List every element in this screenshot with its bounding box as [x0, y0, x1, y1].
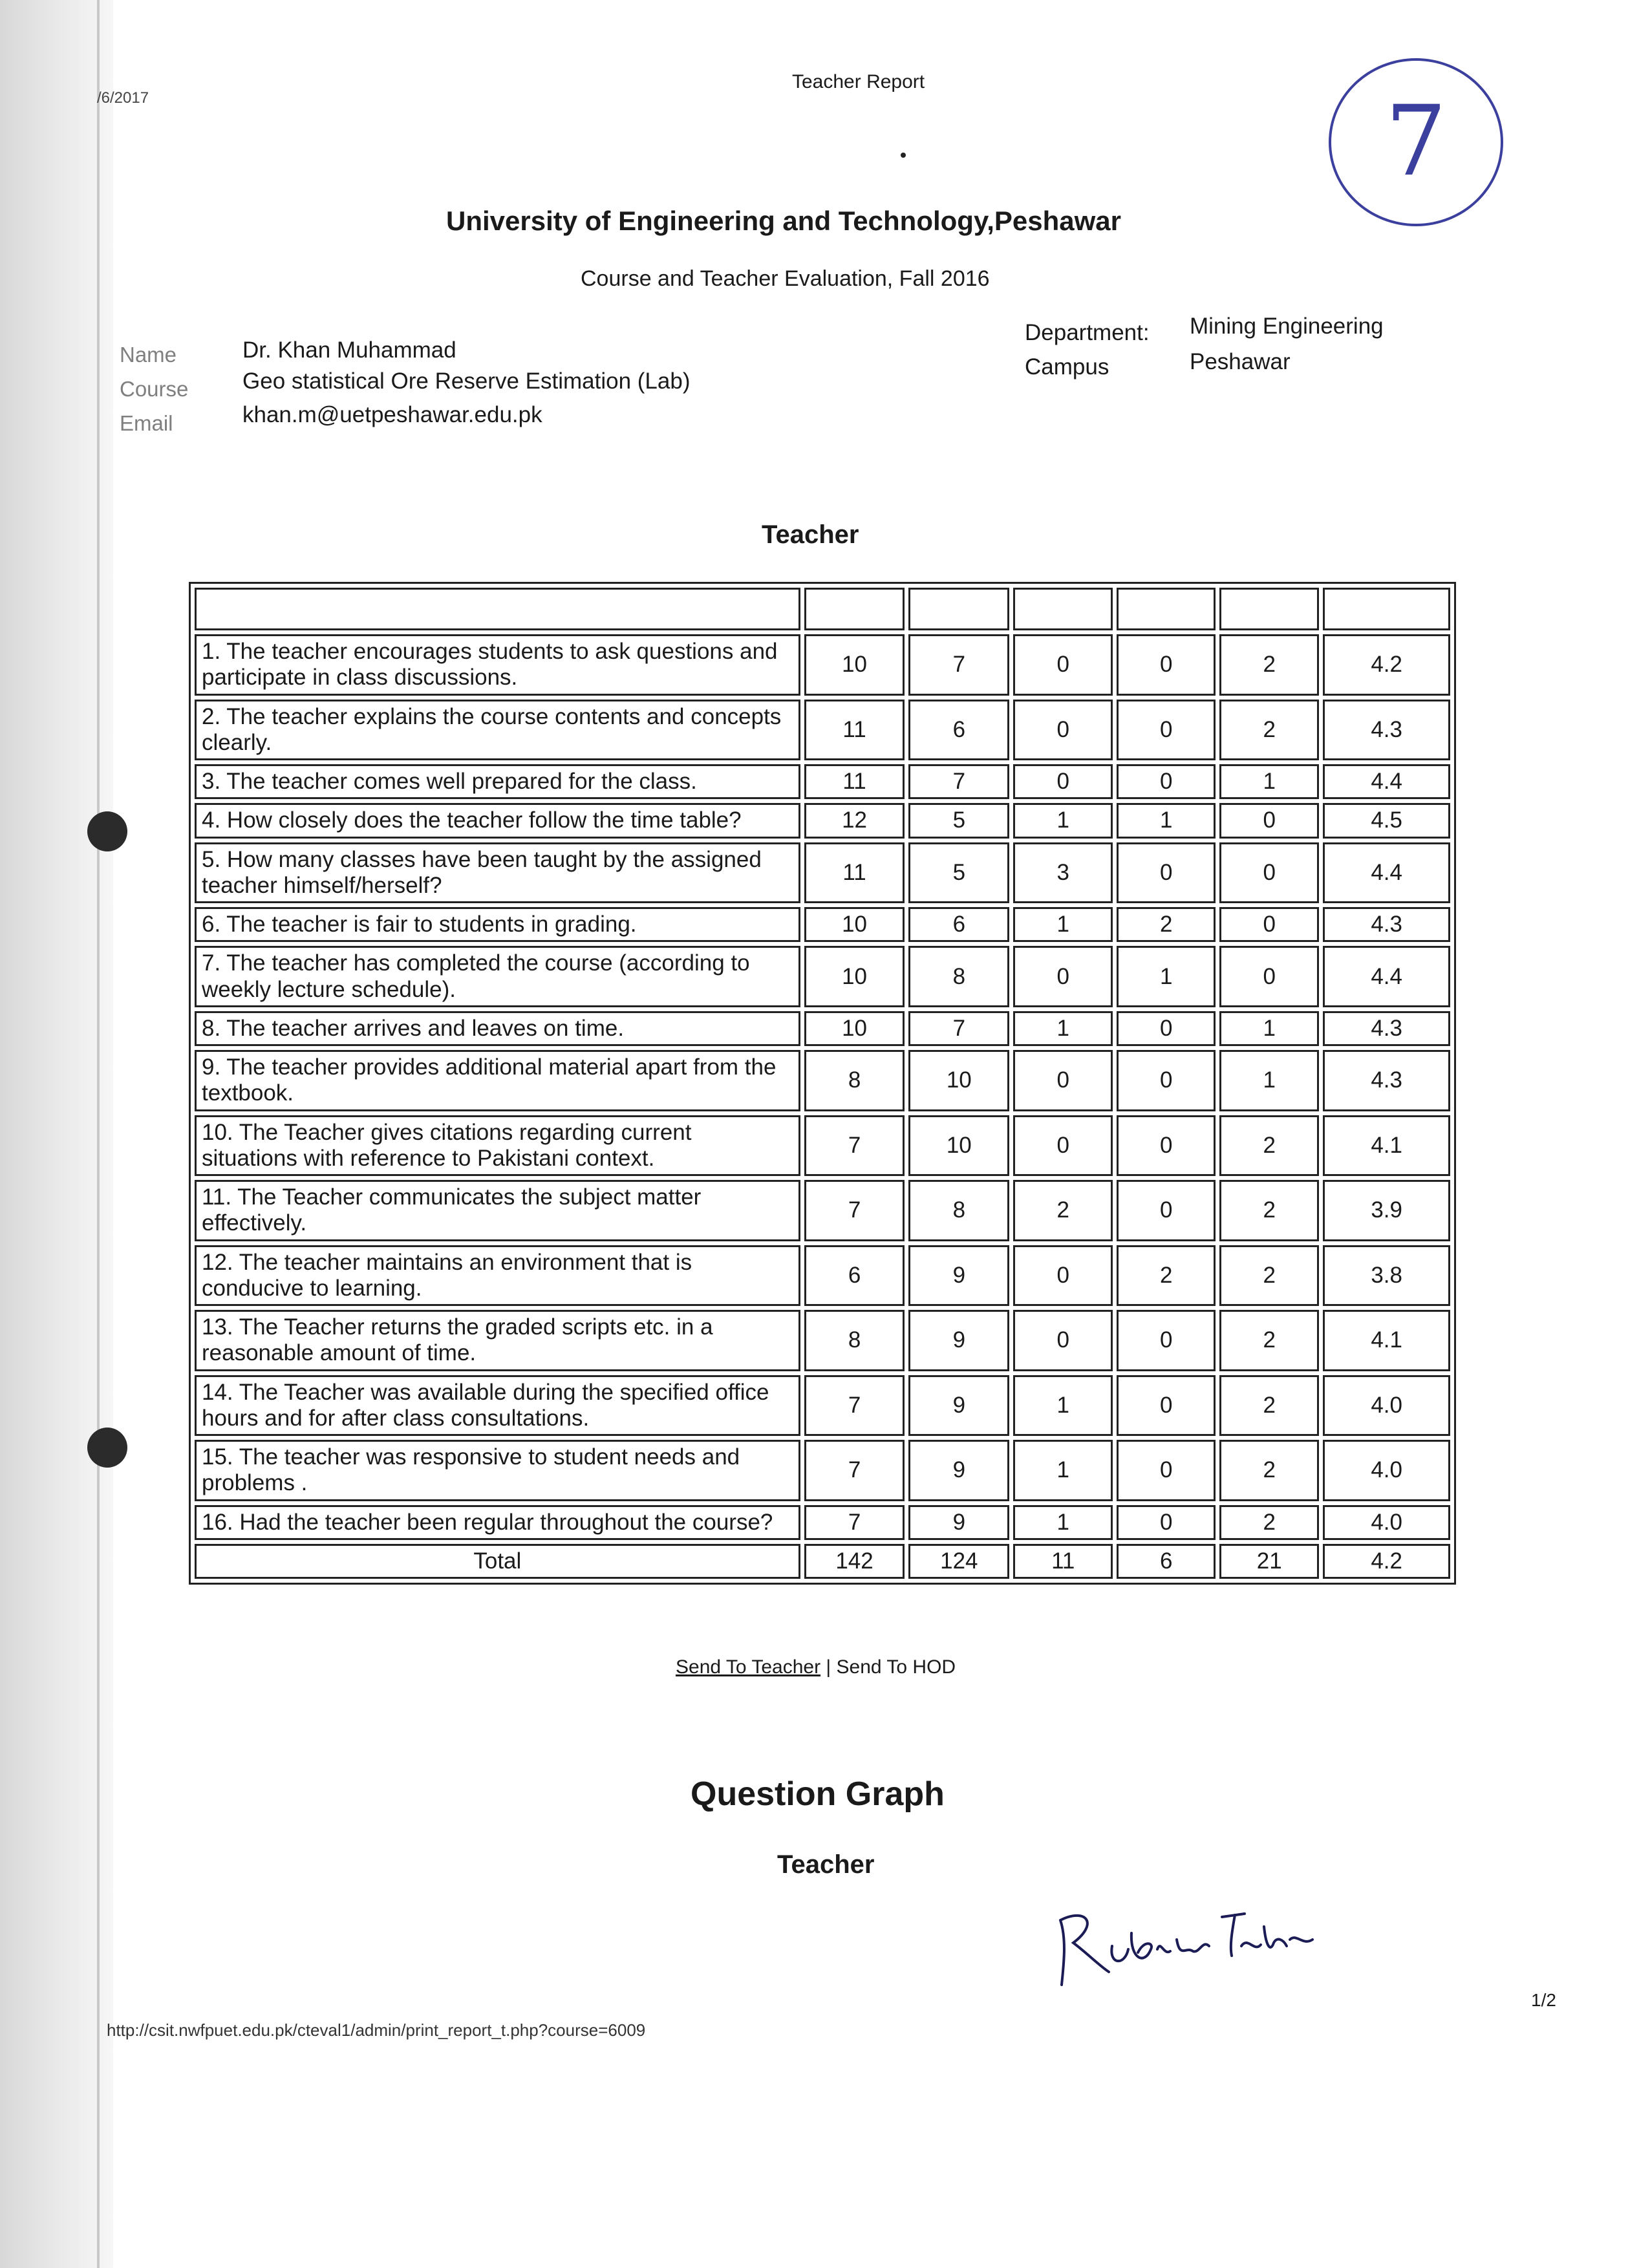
- average-cell: 4.0: [1323, 1375, 1450, 1437]
- count-cell: 0: [1117, 1505, 1216, 1540]
- send-to-teacher-link[interactable]: Send To Teacher: [676, 1656, 821, 1678]
- count-cell: 1: [1013, 907, 1113, 942]
- total-count-cell: 124: [908, 1544, 1009, 1579]
- count-cell: 10: [804, 1011, 905, 1046]
- header-cell: [908, 588, 1009, 630]
- total-count-cell: 11: [1013, 1544, 1113, 1579]
- table-row: [195, 764, 1450, 799]
- table-row: [195, 1245, 1450, 1307]
- count-cell: 0: [1013, 1245, 1113, 1307]
- average-cell: 3.9: [1323, 1180, 1450, 1241]
- total-average-cell: 4.2: [1323, 1544, 1450, 1579]
- question-cell: 13. The Teacher returns the graded scripts etc. in a reasonable amount of time.: [195, 1310, 800, 1371]
- count-cell: 0: [1117, 1180, 1216, 1241]
- footer-url: http://csit.nwfpuet.edu.pk/cteval1/admin/print_report_t.php?course=6009: [107, 2020, 646, 2040]
- question-cell: 15. The teacher was responsive to student needs and problems .: [195, 1440, 800, 1501]
- average-cell: 4.4: [1323, 764, 1450, 799]
- count-cell: 1: [1219, 764, 1319, 799]
- count-cell: 2: [1013, 1180, 1113, 1241]
- count-cell: 10: [908, 1050, 1009, 1111]
- table-row: [195, 1011, 1450, 1046]
- count-cell: 11: [804, 700, 905, 761]
- count-cell: 1: [1013, 1011, 1113, 1046]
- count-cell: 0: [1013, 634, 1113, 696]
- count-cell: 6: [804, 1245, 905, 1307]
- count-cell: 0: [1219, 842, 1319, 904]
- question-cell: 10. The Teacher gives citations regarding current situations with reference to Pakistani context.: [195, 1115, 800, 1177]
- count-cell: 0: [1117, 1375, 1216, 1437]
- count-cell: 2: [1219, 634, 1319, 696]
- table-row: [195, 803, 1450, 838]
- total-count-cell: 142: [804, 1544, 905, 1579]
- question-cell: 1. The teacher encourages students to ask questions and participate in class discussions.: [195, 634, 800, 696]
- question-cell: 4. How closely does the teacher follow the time table?: [195, 803, 800, 838]
- question-cell: 2. The teacher explains the course contents and concepts clearly.: [195, 700, 800, 761]
- count-cell: 8: [804, 1050, 905, 1111]
- count-cell: 10: [804, 946, 905, 1007]
- count-cell: 7: [804, 1440, 905, 1501]
- count-cell: 0: [1013, 1115, 1113, 1177]
- count-cell: 8: [908, 946, 1009, 1007]
- count-cell: 0: [1117, 700, 1216, 761]
- question-cell: 11. The Teacher communicates the subject matter effectively.: [195, 1180, 800, 1241]
- count-cell: 9: [908, 1310, 1009, 1371]
- count-cell: 0: [1013, 946, 1113, 1007]
- campus-label: Campus: [1025, 354, 1109, 380]
- count-cell: 0: [1117, 1011, 1216, 1046]
- count-cell: 9: [908, 1440, 1009, 1501]
- university-title: University of Engineering and Technology,Peshawar: [446, 206, 1121, 236]
- campus-value: Peshawar: [1190, 349, 1291, 374]
- punch-hole-top: [87, 811, 127, 851]
- count-cell: 3: [1013, 842, 1113, 904]
- count-cell: 0: [1117, 842, 1216, 904]
- average-cell: 4.0: [1323, 1440, 1450, 1501]
- count-cell: 0: [1117, 634, 1216, 696]
- question-cell: 7. The teacher has completed the course (according to weekly lecture schedule).: [195, 946, 800, 1007]
- count-cell: 6: [908, 700, 1009, 761]
- count-cell: 7: [908, 1011, 1009, 1046]
- handwritten-signature: [1047, 1894, 1319, 1991]
- average-cell: 4.2: [1323, 634, 1450, 696]
- count-cell: 1: [1013, 803, 1113, 838]
- table-row: [195, 1180, 1450, 1241]
- send-to-hod-link[interactable]: Send To HOD: [836, 1656, 956, 1678]
- count-cell: 0: [1013, 1050, 1113, 1111]
- table-row: [195, 907, 1450, 942]
- total-count-cell: 21: [1219, 1544, 1319, 1579]
- count-cell: 9: [908, 1245, 1009, 1307]
- course-label: Course: [120, 377, 189, 401]
- teacher-name: Dr. Khan Muhammad: [242, 337, 456, 363]
- count-cell: 0: [1013, 700, 1113, 761]
- header-cell: [1117, 588, 1216, 630]
- punch-hole-bottom: [87, 1428, 127, 1468]
- section-title: Teacher: [762, 520, 859, 549]
- total-label: Total: [195, 1544, 800, 1579]
- count-cell: 0: [1013, 1310, 1113, 1371]
- header-cell: [1013, 588, 1113, 630]
- count-cell: 2: [1117, 1245, 1216, 1307]
- count-cell: 7: [908, 634, 1009, 696]
- table-row: [195, 1375, 1450, 1437]
- header-cell: [1219, 588, 1319, 630]
- count-cell: 2: [1219, 1180, 1319, 1241]
- count-cell: 5: [908, 803, 1009, 838]
- report-title: Teacher Report: [792, 71, 925, 92]
- average-cell: 4.3: [1323, 1050, 1450, 1111]
- question-cell: 16. Had the teacher been regular throughout the course?: [195, 1505, 800, 1540]
- circled-page-number: 7: [1329, 58, 1503, 226]
- count-cell: 7: [804, 1115, 905, 1177]
- question-cell: 3. The teacher comes well prepared for the class.: [195, 764, 800, 799]
- name-label: Name: [120, 343, 177, 367]
- header-cell: [1323, 588, 1450, 630]
- question-cell: 9. The teacher provides additional material apart from the textbook.: [195, 1050, 800, 1111]
- table-row: [195, 946, 1450, 1007]
- table-row: [195, 700, 1450, 761]
- count-cell: 12: [804, 803, 905, 838]
- count-cell: 5: [908, 842, 1009, 904]
- header-cell: [804, 588, 905, 630]
- count-cell: 2: [1219, 1375, 1319, 1437]
- count-cell: 6: [908, 907, 1009, 942]
- average-cell: 3.8: [1323, 1245, 1450, 1307]
- count-cell: 2: [1219, 700, 1319, 761]
- question-cell: 6. The teacher is fair to students in grading.: [195, 907, 800, 942]
- question-cell: 5. How many classes have been taught by the assigned teacher himself/herself?: [195, 842, 800, 904]
- count-cell: 10: [804, 634, 905, 696]
- count-cell: 9: [908, 1375, 1009, 1437]
- count-cell: 0: [1117, 1050, 1216, 1111]
- table-row: [195, 1050, 1450, 1111]
- count-cell: 7: [804, 1505, 905, 1540]
- count-cell: 1: [1013, 1440, 1113, 1501]
- total-count-cell: 6: [1117, 1544, 1216, 1579]
- table-row: [195, 842, 1450, 904]
- count-cell: 1: [1219, 1050, 1319, 1111]
- count-cell: 7: [804, 1375, 905, 1437]
- question-cell: 14. The Teacher was available during the specified office hours and for after class consultations.: [195, 1375, 800, 1437]
- email-label: Email: [120, 411, 173, 435]
- question-graph-title: Question Graph: [691, 1775, 945, 1813]
- table-header-row: [195, 588, 1450, 630]
- count-cell: 11: [804, 842, 905, 904]
- evaluation-table: [189, 582, 1456, 1585]
- average-cell: 4.1: [1323, 1310, 1450, 1371]
- count-cell: 2: [1219, 1245, 1319, 1307]
- count-cell: 0: [1219, 803, 1319, 838]
- table-row: [195, 1505, 1450, 1540]
- question-cell: 8. The teacher arrives and leaves on time.: [195, 1011, 800, 1046]
- teacher-email: khan.m@uetpeshawar.edu.pk: [242, 402, 542, 427]
- table-row: [195, 634, 1450, 696]
- table-row: [195, 1440, 1450, 1501]
- scan-left-edge-shadow: [0, 0, 113, 2268]
- department-label: Department:: [1025, 320, 1150, 345]
- count-cell: 0: [1117, 1115, 1216, 1177]
- average-cell: 4.3: [1323, 907, 1450, 942]
- count-cell: 2: [1219, 1115, 1319, 1177]
- total-row: [195, 1544, 1450, 1579]
- count-cell: 8: [804, 1310, 905, 1371]
- scan-dot: [901, 153, 906, 158]
- count-cell: 1: [1013, 1375, 1113, 1437]
- count-cell: 0: [1219, 907, 1319, 942]
- average-cell: 4.5: [1323, 803, 1450, 838]
- header-cell: [195, 588, 800, 630]
- question-graph-subtitle: Teacher: [777, 1850, 875, 1879]
- send-links: [676, 1656, 956, 1678]
- average-cell: 4.1: [1323, 1115, 1450, 1177]
- department-value: Mining Engineering: [1190, 314, 1384, 339]
- count-cell: 2: [1219, 1505, 1319, 1540]
- count-cell: 10: [804, 907, 905, 942]
- count-cell: 10: [908, 1115, 1009, 1177]
- count-cell: 0: [1117, 764, 1216, 799]
- average-cell: 4.0: [1323, 1505, 1450, 1540]
- count-cell: 2: [1219, 1310, 1319, 1371]
- average-cell: 4.3: [1323, 700, 1450, 761]
- count-cell: 1: [1117, 803, 1216, 838]
- count-cell: 2: [1219, 1440, 1319, 1501]
- count-cell: 0: [1013, 764, 1113, 799]
- average-cell: 4.4: [1323, 842, 1450, 904]
- count-cell: 7: [804, 1180, 905, 1241]
- count-cell: 2: [1117, 907, 1216, 942]
- count-cell: 7: [908, 764, 1009, 799]
- question-cell: 12. The teacher maintains an environment that is conducive to learning.: [195, 1245, 800, 1307]
- evaluation-title: Course and Teacher Evaluation, Fall 2016: [581, 266, 990, 291]
- table-row: [195, 1115, 1450, 1177]
- table-row: [195, 1310, 1450, 1371]
- course-name: Geo statistical Ore Reserve Estimation (Lab): [242, 369, 691, 394]
- count-cell: 0: [1117, 1310, 1216, 1371]
- scan-fold-line: [97, 0, 100, 2268]
- count-cell: 0: [1219, 946, 1319, 1007]
- count-cell: 8: [908, 1180, 1009, 1241]
- count-cell: 1: [1013, 1505, 1113, 1540]
- page-number: 1/2: [1531, 1990, 1556, 2010]
- print-date: /6/2017: [97, 89, 149, 107]
- link-separator: |: [826, 1656, 831, 1678]
- count-cell: 11: [804, 764, 905, 799]
- count-cell: 9: [908, 1505, 1009, 1540]
- count-cell: 1: [1117, 946, 1216, 1007]
- average-cell: 4.3: [1323, 1011, 1450, 1046]
- average-cell: 4.4: [1323, 946, 1450, 1007]
- count-cell: 0: [1117, 1440, 1216, 1501]
- count-cell: 1: [1219, 1011, 1319, 1046]
